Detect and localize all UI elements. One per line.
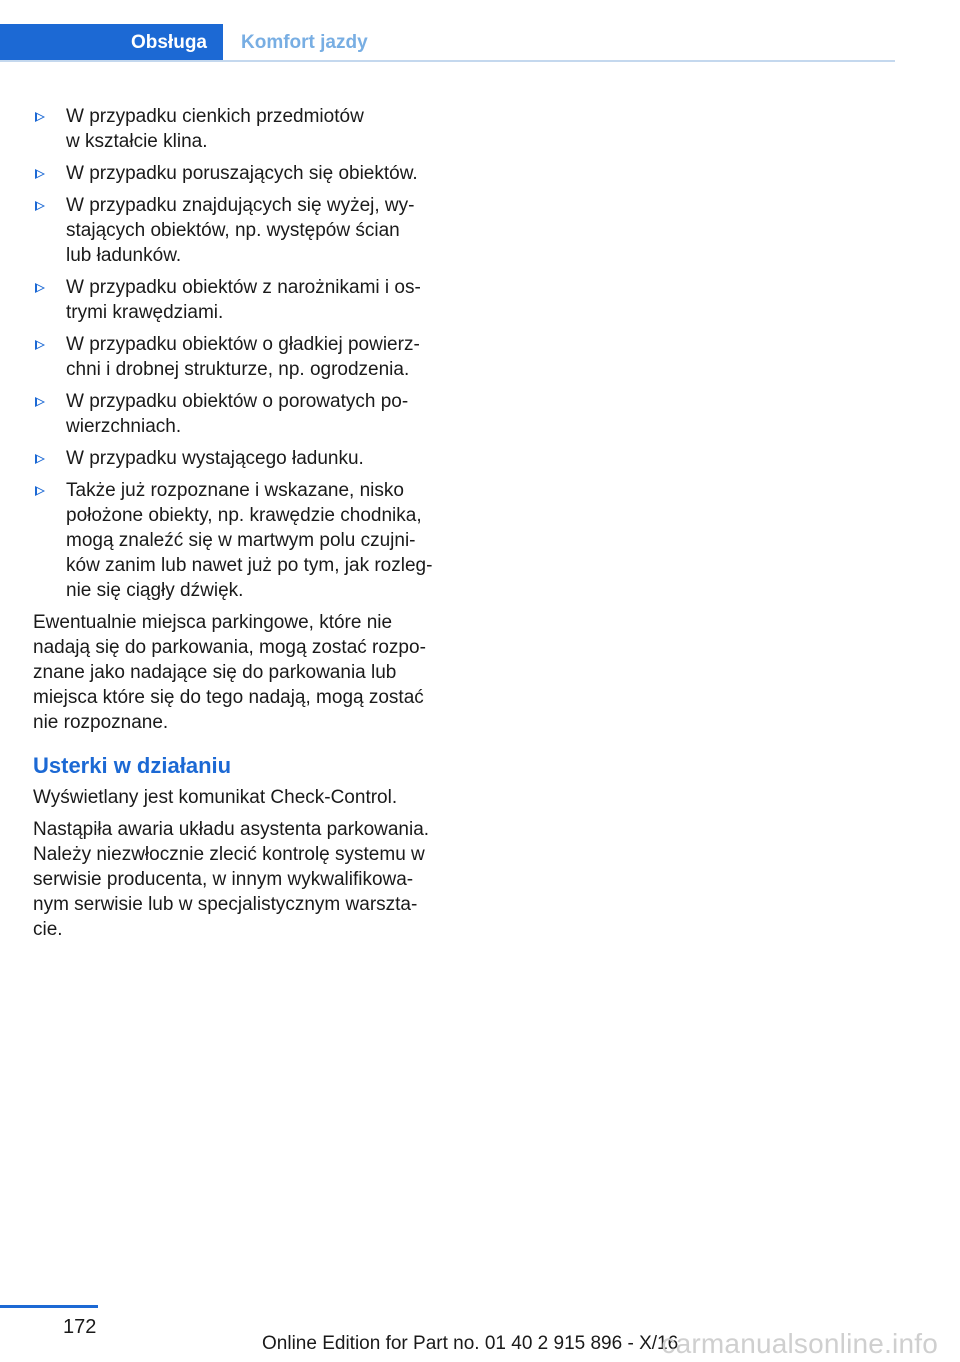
triangle-bullet-icon xyxy=(35,201,45,211)
list-item xyxy=(33,193,448,268)
list-item-text: Także już rozpoznane i wskazane, nisko położone obiekty, np. krawędzie chodnika, mogą znaleźć się w martwym polu czujni- ków zanim lub nawet już po tym, jak rozleg- nie się ciągły dźwięk. xyxy=(66,480,433,601)
triangle-bullet-icon xyxy=(35,454,45,464)
edition-info: Online Edition for Part no. 01 40 2 915 896 - X/16 xyxy=(262,1333,679,1354)
failure-paragraph: Nastąpiła awaria układu asystenta parkowania. Należy niezwłocznie zlecić kontrolę systemu w serwisie producenta, w innym wykwalifikowa- nym serwisie lub w specjalistycznym warszta- cie. xyxy=(33,819,430,940)
list-item-text: W przypadku znajdujących się wyżej, wy- stających obiektów, np. występów ścian lub ładunków. xyxy=(66,195,415,266)
triangle-bullet-icon xyxy=(35,169,45,179)
list-item-text: W przypadku poruszających się obiektów. xyxy=(66,163,418,184)
parking-spaces-paragraph: Ewentualnie miejsca parkingowe, które nie nadają się do parkowania, mogą zostać rozpo- znane jako nadające się do parkowania lub miejsca które się do tego nadają, mogą zostać nie rozpoznane. xyxy=(33,612,426,733)
list-item-text: W przypadku cienkich przedmiotów w kształcie klina. xyxy=(66,106,364,152)
header-divider xyxy=(0,60,895,62)
main-content xyxy=(33,104,448,949)
triangle-bullet-icon xyxy=(35,397,45,407)
list-item xyxy=(33,389,448,439)
list-item xyxy=(33,332,448,382)
triangle-bullet-icon xyxy=(35,340,45,350)
tab-komfort-jazdy[interactable]: Komfort jazdy xyxy=(241,31,368,53)
tab-obsluga[interactable]: Obsługa xyxy=(0,24,223,61)
limitations-list xyxy=(33,104,448,603)
list-item-text: W przypadku obiektów z narożnikami i os- trymi krawędziami. xyxy=(66,277,421,323)
list-item xyxy=(33,104,448,154)
triangle-bullet-icon xyxy=(35,283,45,293)
footer-divider xyxy=(0,1305,98,1308)
list-item xyxy=(33,161,448,186)
list-item xyxy=(33,478,448,603)
list-item xyxy=(33,446,448,471)
watermark: carmanualsonline.info xyxy=(661,1328,938,1359)
section-heading: Usterki w działaniu xyxy=(33,753,232,778)
list-item xyxy=(33,275,448,325)
list-item-text: W przypadku obiektów o porowatych po- wierzchniach. xyxy=(66,391,409,437)
triangle-bullet-icon xyxy=(35,486,45,496)
header-tabs xyxy=(0,24,895,61)
triangle-bullet-icon xyxy=(35,112,45,122)
list-item-text: W przypadku obiektów o gładkiej powierz- chni i drobnej strukturze, np. ogrodzenia. xyxy=(66,334,420,380)
check-control-paragraph: Wyświetlany jest komunikat Check-Control. xyxy=(33,787,398,808)
list-item-text: W przypadku wystającego ładunku. xyxy=(66,448,364,469)
page-number: 172 xyxy=(63,1316,97,1338)
